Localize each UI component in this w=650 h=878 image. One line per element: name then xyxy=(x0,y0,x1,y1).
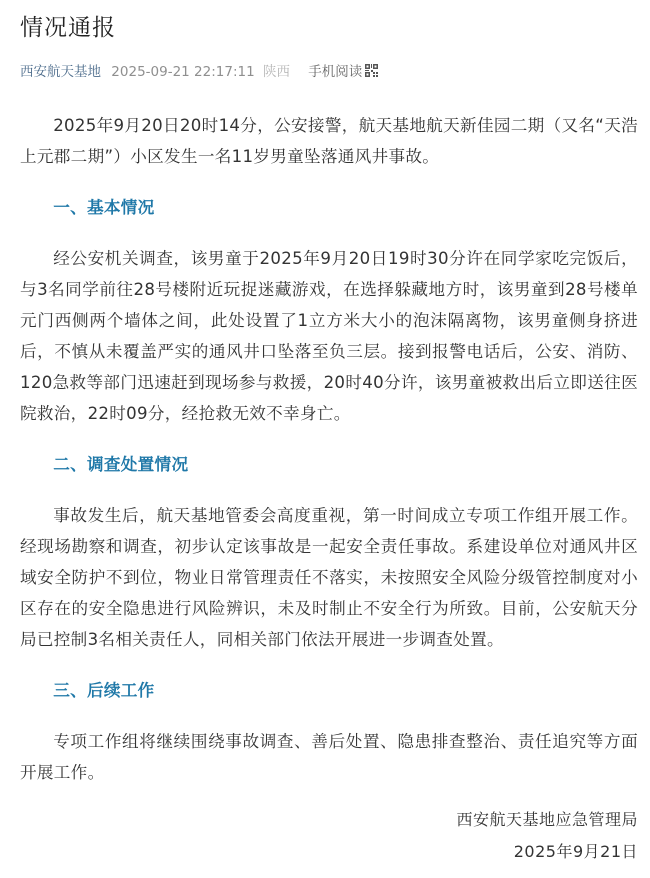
article-title: 情况通报 xyxy=(20,15,116,41)
article-content xyxy=(20,110,638,788)
section-heading-investigation: 二、调查处置情况 xyxy=(53,455,189,474)
mobile-read-link[interactable]: 手机阅读 xyxy=(308,64,363,80)
source-link[interactable]: 西安航天基地 xyxy=(20,64,101,80)
signature-block xyxy=(20,804,638,868)
signature-date: 2025年9月21日 xyxy=(513,842,638,861)
section-body-follow-up: 专项工作组将继续围绕事故调查、善后处置、隐患排查整治、责任追究等方面开展工作。 xyxy=(20,732,638,782)
region-label: 陕西 xyxy=(262,64,290,80)
section-body-investigation: 事故发生后，航天基地管委会高度重视，第一时间成立专项工作组开展工作。经现场勘察和调查，初步认定该事故是一起安全责任事故。系建设单位对通风井区域安全防护不到位，物业日常管理责任不落实，未按照安全风险分级管控制度对小区存在的安全隐患进行风险辨识，未及时制止不安全行为所致。目前，公安航天分局已控制3名相关责任人，同相关部门依法开展进一步调查处置。 xyxy=(20,506,638,649)
qr-code-icon[interactable] xyxy=(365,61,378,74)
intro-paragraph: 2025年9月20日20时14分，公安接警，航天基地航天新佳园二期（又名“天浩上元郡二期”）小区发生一名11岁男童坠落通风井事故。 xyxy=(20,116,638,166)
section-heading-follow-up: 三、后续工作 xyxy=(53,681,155,700)
article-meta xyxy=(20,60,638,84)
section-heading-basic-situation: 一、基本情况 xyxy=(53,198,155,217)
signature-organization: 西安航天基地应急管理局 xyxy=(456,810,638,829)
section-body-basic-situation: 经公安机关调查，该男童于2025年9月20日19时30分许在同学家吃完饭后，与3名同学前往28号楼附近玩捉迷藏游戏，在选择躲藏地方时，该男童到28号楼单元门西侧两个墙体之间，此处设置了1立方米大小的泡沫隔离物，该男童侧身挤进后，不慎从未覆盖严实的通风井口坠落至负三层。接到报警电话后，公安、消防、120急救等部门迅速赶到现场参与救援，20时40分许，该男童被救出后立即送往医院救治，22时09分，经抢救无效不幸身亡。 xyxy=(20,249,638,423)
publish-datetime: 2025-09-21 22:17:11 xyxy=(111,64,255,80)
